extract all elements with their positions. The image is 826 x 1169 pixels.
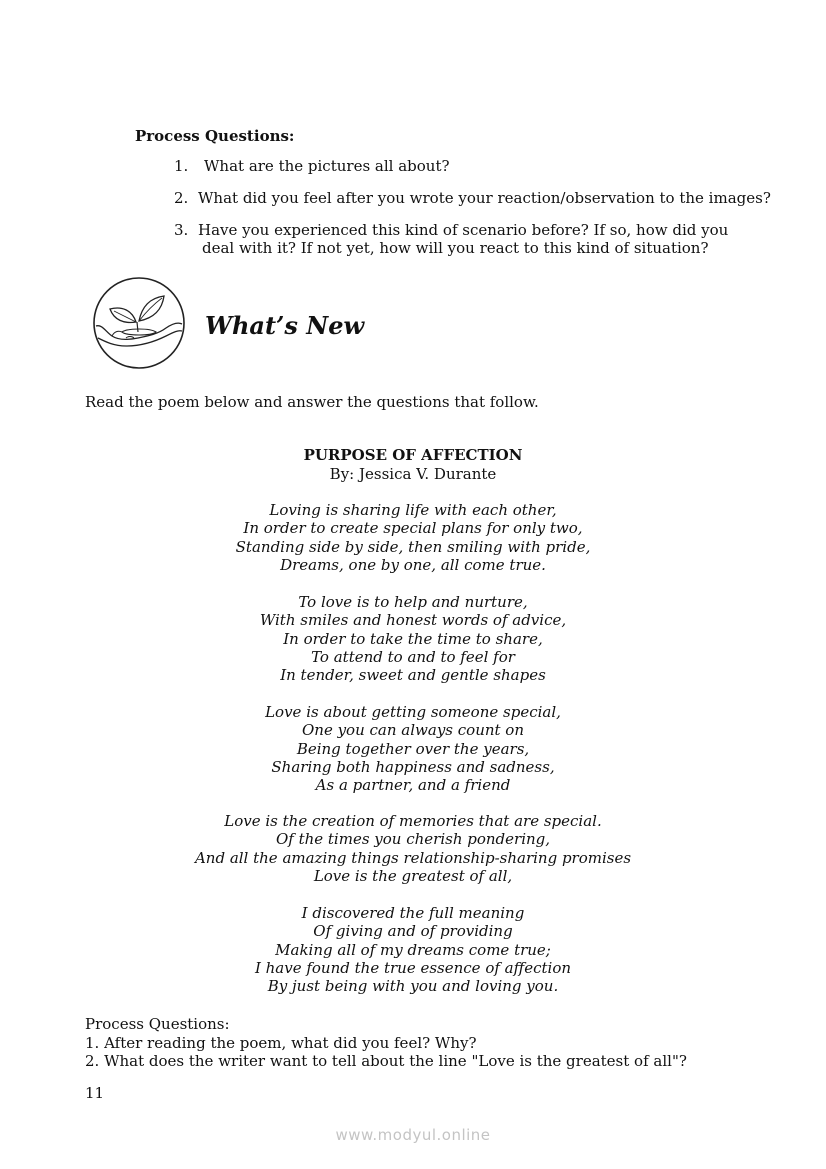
poem-line: Love is the greatest of all, (313, 866, 513, 885)
poem-line: Being together over the years, (296, 739, 530, 758)
poem-intro-text: Read the poem below and answer the questions that follow. (85, 393, 539, 411)
poem-line: Of giving and of providing (313, 922, 513, 941)
poem-line: In order to take the time to share, (283, 629, 543, 648)
poem-line: In order to create special plans for only two, (243, 519, 583, 538)
poem-line: Love is about getting someone special, (265, 703, 561, 721)
poem-title: PURPOSE OF AFFECTION (303, 446, 523, 464)
poem-line: As a partner, and a friend (315, 776, 511, 795)
poem-stanza-4 (0, 812, 826, 885)
question-number: 3. (174, 221, 189, 239)
poem-line: One you can always count on (301, 721, 524, 740)
question-number: 1. (174, 157, 189, 175)
process-questions-list (174, 157, 774, 271)
process-question-2 (174, 189, 774, 207)
poem-line: Standing side by side, then smiling with pride, (235, 537, 591, 556)
poem-stanza-3 (0, 703, 826, 794)
process-question-3 (174, 221, 774, 257)
poem-process-questions-heading: Process Questions: (85, 1015, 230, 1033)
poem-stanza-2 (0, 593, 826, 684)
poem-line: Dreams, one by one, all come true. (280, 555, 546, 574)
question-number: 2. (174, 189, 189, 207)
poem-line: To love is to help and nurture, (298, 593, 528, 611)
question-text-line-2: deal with it? If not yet, how will you react to this kind of situation? (202, 239, 709, 257)
poem-line: By just being with you and loving you. (267, 977, 559, 996)
section-title: What’s New (205, 311, 365, 340)
hands-holding-plant-icon (92, 276, 186, 370)
poem-line: To attend to and to feel for (311, 647, 515, 666)
poem-line: And all the amazing things relationship-sharing promises (194, 848, 632, 867)
question-text-line-1: Have you experienced this kind of scenario before? If so, how did you (198, 221, 729, 239)
poem-process-questions (85, 1015, 687, 1071)
poem-question-1: 1. After reading the poem, what did you feel? Why? (85, 1033, 477, 1052)
process-questions-heading: Process Questions: (135, 127, 295, 145)
poem-line: Making all of my dreams come true; (275, 940, 551, 959)
poem-line: I discovered the full meaning (301, 904, 525, 922)
poem-stanza-5 (0, 904, 826, 995)
process-question-1 (174, 157, 774, 175)
poem-line: In tender, sweet and gentle shapes (280, 666, 546, 685)
watermark: www.modyul.online (335, 1126, 491, 1144)
page-number: 11 (85, 1084, 105, 1102)
question-text (198, 221, 774, 257)
poem-line: Of the times you cherish pondering, (275, 830, 551, 849)
poem-author: By: Jessica V. Durante (329, 465, 497, 483)
poem-line: Sharing both happiness and sadness, (271, 757, 555, 776)
poem-question-2: 2. What does the writer want to tell about the line "Love is the greatest of all"? (85, 1052, 687, 1070)
poem-line: With smiles and honest words of advice, (259, 611, 567, 630)
question-text: What are the pictures all about? (204, 157, 450, 175)
poem-line: Loving is sharing life with each other, (269, 501, 557, 519)
poem-stanza-1 (0, 501, 826, 574)
poem-line: Love is the creation of memories that are special. (224, 812, 602, 830)
question-text: What did you feel after you wrote your reaction/observation to the images? (198, 189, 771, 207)
poem-line: I have found the true essence of affection (254, 958, 572, 977)
